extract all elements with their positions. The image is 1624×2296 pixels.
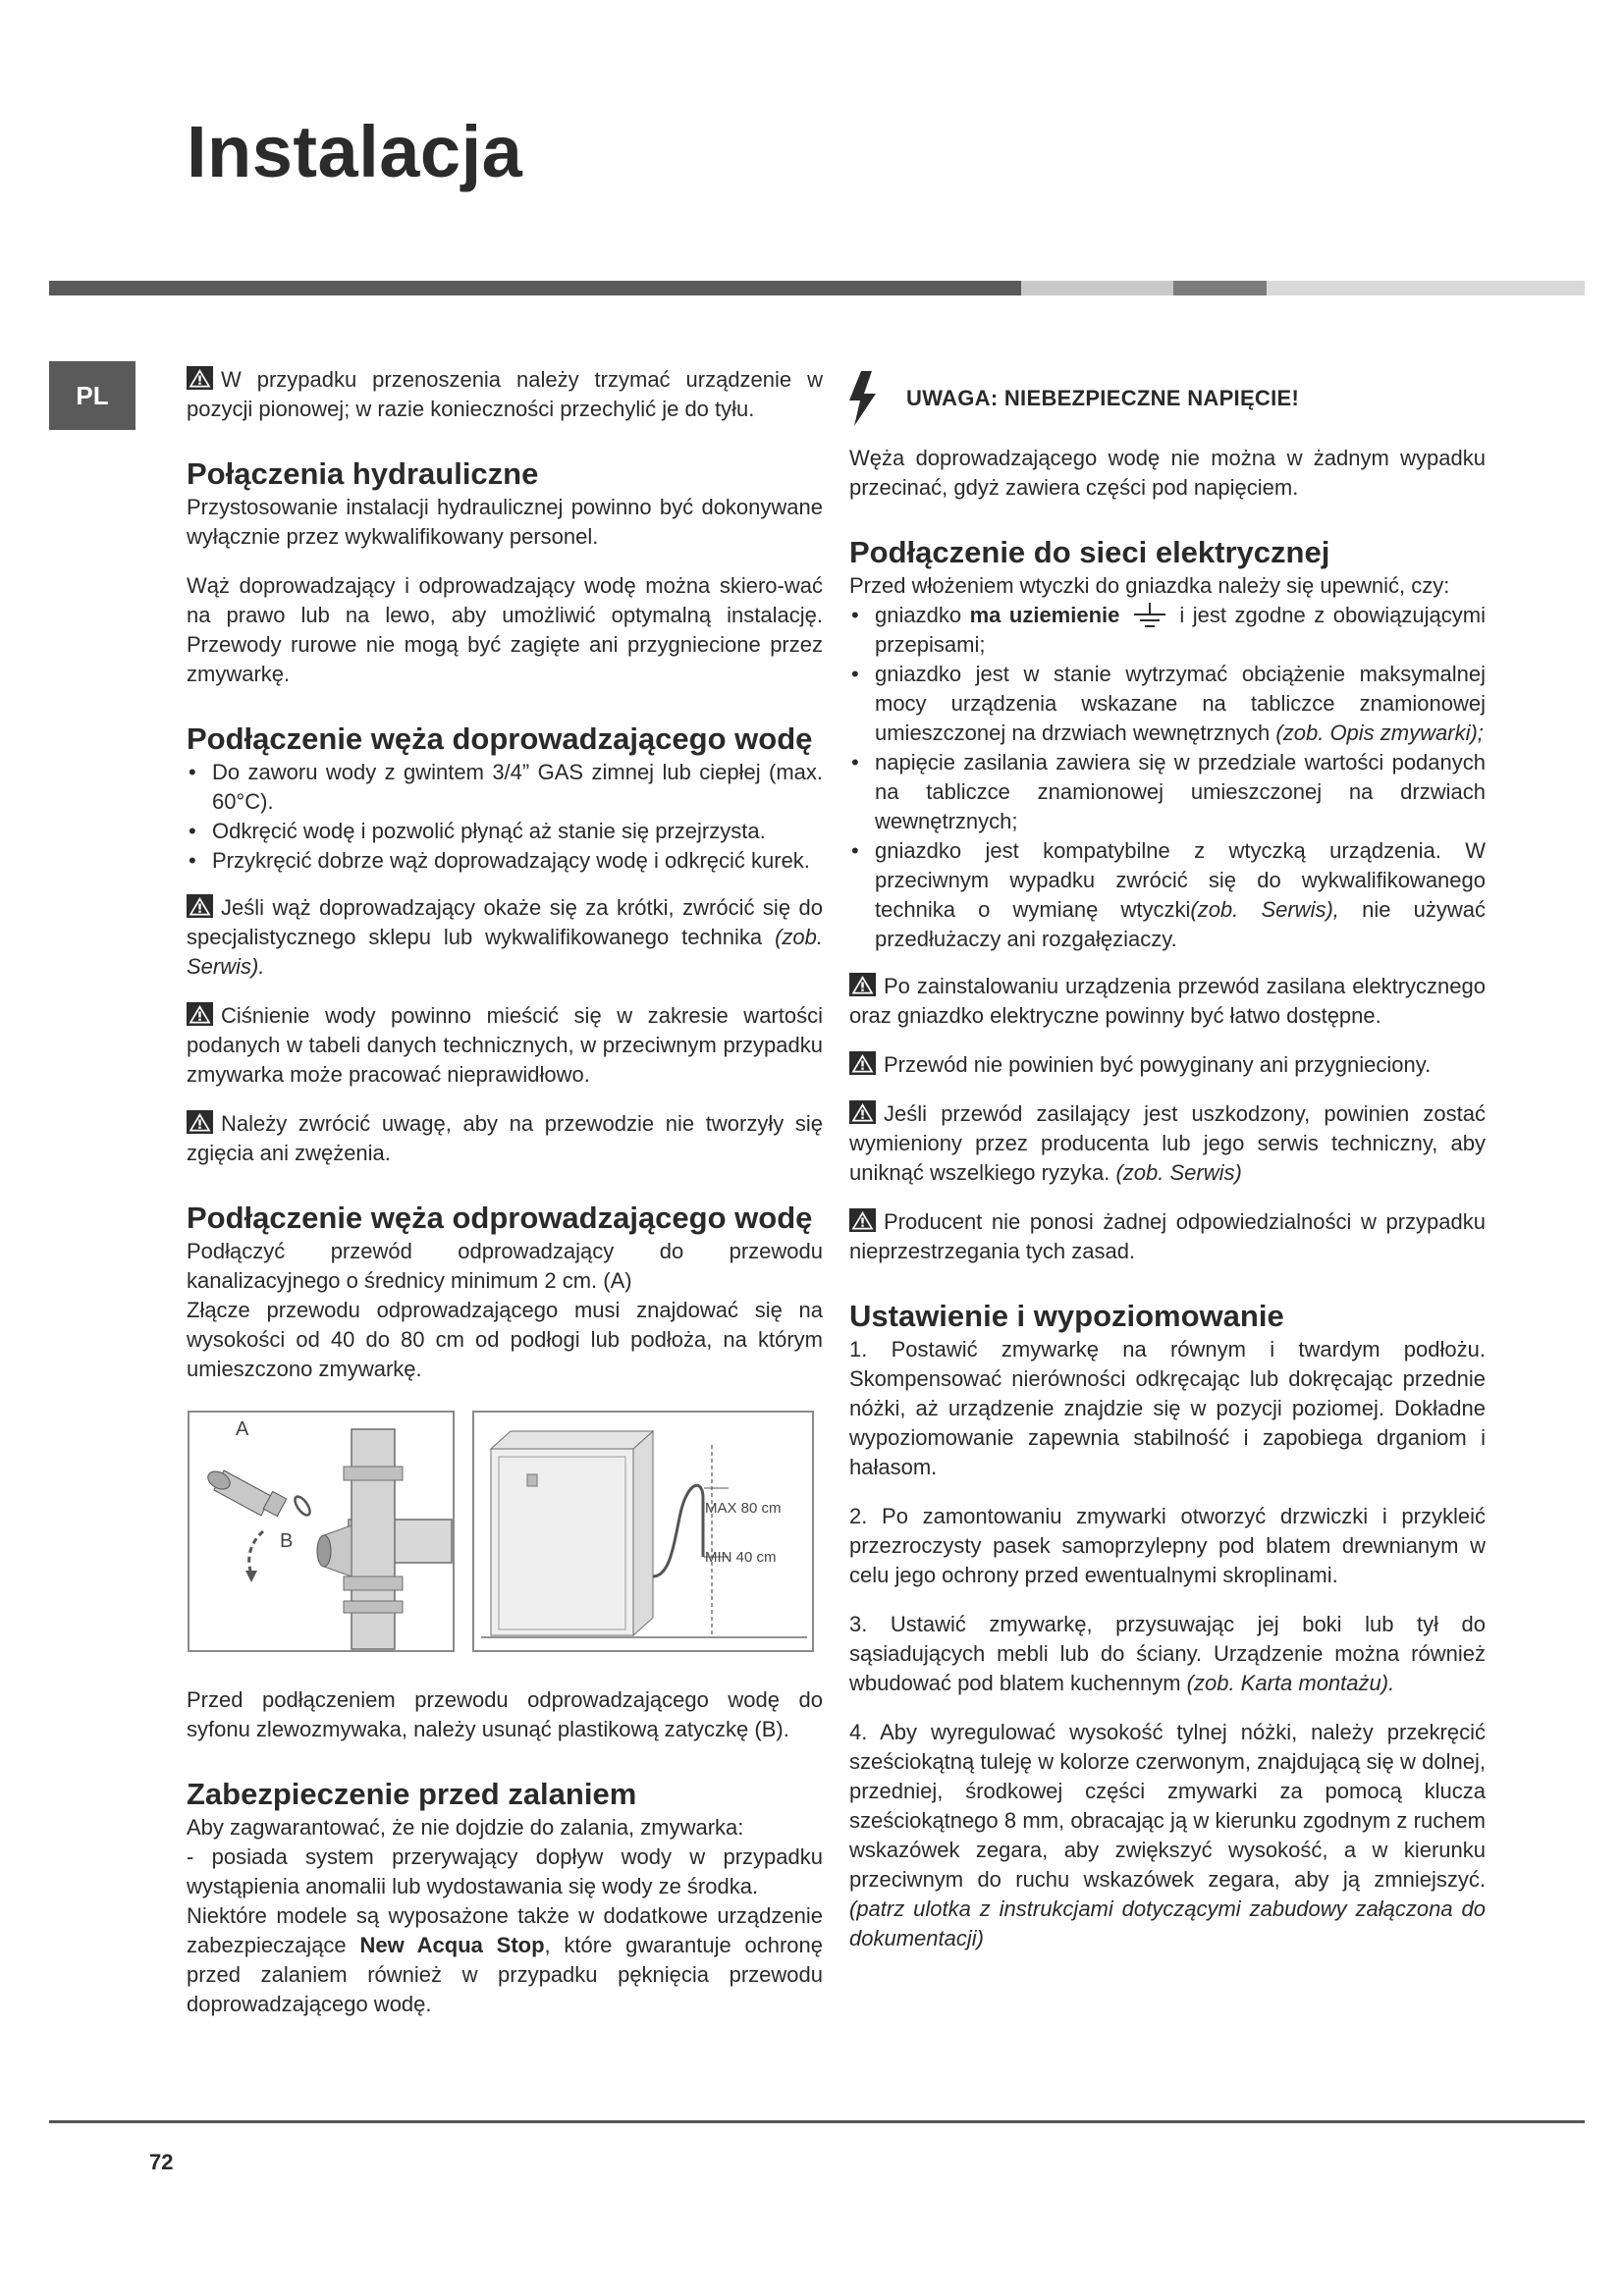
hydraulic-heading: Połączenia hydrauliczne — [187, 456, 539, 491]
leveling-paragraph: 4. Aby wyregulować wysokość tylnej nóżki, należy przekręcić sześciokątną tuleję w kolorze czerwonym, znajdującą się w dolnej, przedniej, środkowej części zmywarki za pomocą klucza sześciokątnego 8 mm, obracając ją w kierunku zgodnym z ruchem wskazówek zegara, aby zwiększyć wysokość, a w kierunku przeciwnym do ruchu wskazówek zegara, aby ją zmniejszyć. (patrz ulotka z instrukcjami dotyczącymi zabudowy załączona do dokumentacji) — [849, 1720, 1486, 1950]
dishwasher-side — [633, 1431, 653, 1635]
voltage-alert: UWAGA: NIEBEZPIECZNE NAPIĘCIE! — [849, 371, 1486, 426]
lightning-icon — [849, 371, 879, 426]
cable-warning: Przewód nie powinien być powyginany ani przygnieciony. — [849, 1050, 1486, 1080]
siphon-pipe — [352, 1429, 395, 1649]
siphon-inlet-opening — [317, 1535, 331, 1567]
electric-list — [849, 601, 1486, 954]
warning-icon — [187, 1002, 213, 1026]
language-tab: PL — [49, 361, 135, 430]
drain-hose-diagram — [187, 1410, 815, 1655]
electric-heading: Podłączenie do sieci elektrycznej — [849, 535, 1330, 569]
hydraulic-paragraph: Wąż doprowadzający i odprowadzający wodę można skiero-wać na prawo lub na lewo, aby umożliwić optymalną instalację. Przewody rurowe nie mogą być zagięte ani przygniecione przez zmywarkę. — [187, 573, 823, 686]
damaged-cable-warning: Jeśli przewód zasilający jest uszkodzony, powinien zostać wymieniony przez producenta lub jego serwis techniczny, aby uniknąć wszelkiego ryzyka. (zob. Serwis) — [849, 1101, 1486, 1185]
label-a: A — [236, 1418, 249, 1440]
left-column — [187, 365, 823, 2039]
warning-icon — [849, 1208, 876, 1232]
outlet-paragraph: Podłączyć przewód odprowadzający do przewodu kanalizacyjnego o średnicy minimum 2 cm. (A) — [187, 1239, 823, 1293]
list-item: • gniazdko jest kompatybilne z wtyczką urządzenia. W przeciwnym wypadku zwrócić się do wykwalifikowanego technika o wymianę wtyczki(zob. Serwis), nie używać przedłużaczy ani rozgałęziaczy. — [849, 836, 1486, 954]
warning-icon — [187, 1110, 213, 1134]
warning-icon — [849, 1051, 876, 1075]
pipe-collar — [344, 1467, 403, 1480]
flood-paragraph: Aby zagwarantować, że nie dojdzie do zalania, zmywarka: — [187, 1815, 744, 1840]
page-number: 72 — [149, 2150, 174, 2174]
header-bar-segment — [1267, 281, 1585, 295]
list-item: • Odkręcić wodę i pozwolić płynąć aż stanie się przejrzysta. — [187, 817, 823, 846]
list-item: • napięcie zasilania zawiera się w przedziale wartości podanych na tabliczce znamionowej umieszczonej na drzwiach wewnętrznych; — [849, 748, 1486, 836]
warning-icon — [187, 894, 213, 918]
max-height-label: MAX 80 cm — [705, 1500, 782, 1517]
flood-paragraph: - posiada system przerywający dopływ wody w przypadku wystąpienia anomalii lub wydostawania się wody ze środka. — [187, 1844, 823, 1898]
header-bar-segment — [49, 281, 1021, 295]
transport-warning: W przypadku przenoszenia należy trzymać urządzenie w pozycji pionowej; w razie konieczności przechylić je do tyłu. — [187, 367, 823, 421]
leveling-heading: Ustawienie i wypoziomowanie — [849, 1299, 1284, 1333]
worktop — [491, 1431, 653, 1449]
ground-symbol-icon — [1130, 603, 1169, 628]
header-bar-segment — [1021, 281, 1173, 295]
list-item: • gniazdko jest w stanie wytrzymać obciążenie maksymalnej mocy urządzenia wskazane na tabliczce znamionowej umieszczonej na drzwiach wewnętrznych (zob. Opis zmywarki); — [849, 660, 1486, 748]
inlet-heading: Podłączenie węża doprowadzającego wodę — [187, 721, 813, 756]
electric-intro: Przed włożeniem wtyczki do gniazdka należy się upewnić, czy: — [849, 573, 1450, 598]
pipe-collar — [344, 1601, 403, 1613]
hydraulic-paragraph: Przystosowanie instalacji hydraulicznej powinno być dokonywane wyłącznie przez wykwalifikowany personel. — [187, 495, 823, 549]
warning-icon — [849, 973, 876, 996]
pipe-collar — [344, 1576, 403, 1590]
dishwasher-body — [491, 1449, 633, 1635]
short-hose-warning: Jeśli wąż doprowadzający okaże się za krótki, zwrócić się do specjalistycznego sklepu lub wykwalifikowanego technika (zob. Serwis). — [187, 895, 823, 979]
access-warning: Po zainstalowaniu urządzenia przewód zasilana elektrycznego oraz gniazdko elektryczne powinny być łatwo dostępne. — [849, 974, 1486, 1028]
liability-warning: Producent nie ponosi żadnej odpowiedzialności w przypadku nieprzestrzegania tych zasad. — [849, 1209, 1486, 1263]
list-item: • Do zaworu wody z gwintem 3/4” GAS zimnej lub ciepłej (max. 60°C). — [187, 758, 823, 817]
flood-paragraph: Niektóre modele są wyposażone także w dodatkowe urządzenie zabezpieczające New Acqua Stop, które gwarantuje ochronę przed zalaniem również w przypadku pęknięcia przewodu doprowadzającego wodę. — [187, 1903, 823, 2016]
leveling-paragraph: 3. Ustawić zmywarkę, przysuwając jej boki lub tył do sąsiadujących mebli lub do ściany. Urządzenie można również wbudować pod blatem kuchennym (zob. Karta montażu). — [849, 1612, 1486, 1695]
outlet-paragraph: Złącze przewodu odprowadzającego musi znajdować się na wysokości od 40 do 80 cm od podłogi lub podłoża, na którym umieszczono zmywarkę. — [187, 1298, 823, 1381]
page-title: Instalacja — [187, 111, 523, 192]
list-item: • gniazdko ma uziemienie i jest zgodne z obowiązującymi przepisami; — [849, 601, 1486, 660]
list-item: • Przykręcić dobrze wąż doprowadzający wodę i odkręcić kurek. — [187, 846, 823, 876]
right-column — [849, 365, 1486, 1973]
bends-warning: Należy zwrócić uwagę, aby na przewodzie nie tworzyły się zgięcia ani zwężenia. — [187, 1111, 823, 1165]
header-bar-segment — [1173, 281, 1267, 295]
leveling-paragraph: 2. Po zamontowaniu zmywarki otworzyć drzwiczki i przykleić przezroczysty pasek samoprzylepny pod blatem drewnianym w celu jego ochrony przed ewentualnymi skroplinami. — [849, 1504, 1486, 1587]
pressure-warning: Ciśnienie wody powinno mieścić się w zakresie wartości podanych w tabeli danych technicznych, w przeciwnym przypadku zmywarka może pracować nieprawidłowo. — [187, 1003, 823, 1087]
min-height-label: MIN 40 cm — [705, 1549, 777, 1566]
label-b: B — [280, 1530, 294, 1552]
door-latch — [527, 1474, 537, 1486]
outlet-heading: Podłączenie węża odprowadzającego wodę — [187, 1201, 813, 1235]
leveling-paragraph: 1. Postawić zmywarkę na równym i twardym podłożu. Skompensować nierówności odkręcając lub dokręcając przednie nóżki, aż urządzenie znajdzie się w pozycji poziomej. Dokładne wypoziomowanie zapewnia stabilność i zapobiega drganiom i hałasom. — [849, 1337, 1486, 1479]
outlet-paragraph: Przed podłączeniem przewodu odprowadzającego wodę do syfonu zlewozmywaka, należy usunąć plastikową zatyczkę (B). — [187, 1687, 823, 1741]
footer-rule — [49, 2120, 1585, 2123]
flood-heading: Zabezpieczenie przed zalaniem — [187, 1777, 637, 1811]
warning-icon — [849, 1100, 876, 1124]
warning-icon — [187, 366, 213, 390]
alert-paragraph: Węża doprowadzającego wodę nie można w żadnym wypadku przecinać, gdyż zawiera części pod napięciem. — [849, 446, 1486, 500]
inlet-list — [187, 758, 823, 876]
